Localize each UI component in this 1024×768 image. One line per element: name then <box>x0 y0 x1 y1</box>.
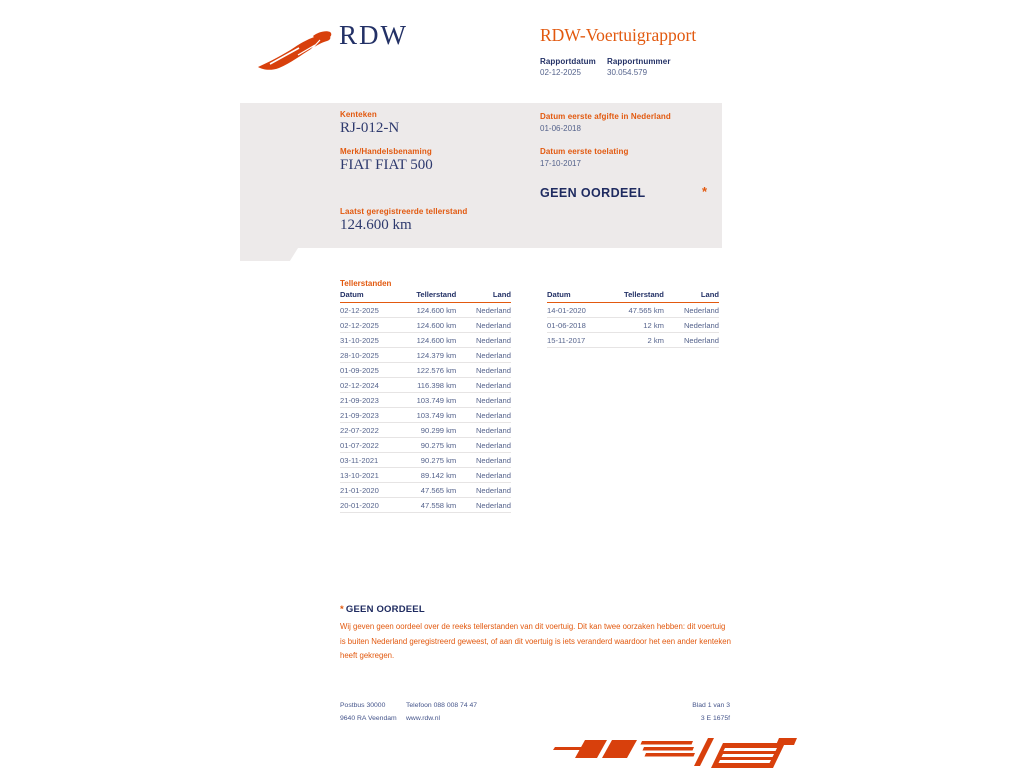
oordeel-asterisk: * <box>702 184 708 199</box>
cell-datum: 14-01-2020 <box>547 303 616 318</box>
cell-datum: 28-10-2025 <box>340 348 408 363</box>
report-date-label: Rapportdatum <box>540 57 596 66</box>
cell-datum: 20-01-2020 <box>340 498 408 513</box>
report-number-value: 30.054.579 <box>607 68 648 77</box>
cell-datum: 01-07-2022 <box>340 438 408 453</box>
footnote-paragraph: Wij geven geen oordeel over de reeks tellerstanden van dit voertuig. Dit kan twee oorzaken hebben: dit voertuig is buiten Nederland geregistreerd geweest, of aan dit voertuig is iets veranderd waardoor het een ander kenteken heeft gekregen. <box>340 622 731 661</box>
cell-tellerstand: 103.749 km <box>408 393 456 408</box>
cell-tellerstand: 47.565 km <box>616 303 664 318</box>
cell-land: Nederland <box>456 498 511 513</box>
footer-website: www.rdw.nl <box>406 715 440 722</box>
cell-land: Nederland <box>664 333 719 348</box>
eerste-afgifte-label: Datum eerste afgifte in Nederland <box>540 112 671 121</box>
cell-tellerstand: 116.398 km <box>408 378 456 393</box>
table-row <box>340 378 511 393</box>
document-title: RDW-Voertuigrapport <box>540 25 697 45</box>
kenteken-value: RJ-012-N <box>340 120 400 136</box>
table-row <box>340 348 511 363</box>
cell-land: Nederland <box>456 483 511 498</box>
footnote-title <box>340 604 425 615</box>
cell-datum: 15-11-2017 <box>547 333 616 348</box>
table-row <box>340 453 511 468</box>
cell-land: Nederland <box>456 438 511 453</box>
report-number-label: Rapportnummer <box>607 57 671 66</box>
table-row <box>340 408 511 423</box>
table-row <box>340 468 511 483</box>
cell-tellerstand: 90.275 km <box>408 453 456 468</box>
cell-tellerstand: 124.600 km <box>408 318 456 333</box>
tellerstanden-table-left <box>340 290 511 513</box>
merk-label: Merk/Handelsbenaming <box>340 147 432 156</box>
report-date-value: 02-12-2025 <box>540 68 581 77</box>
cell-land: Nederland <box>456 303 511 318</box>
cell-tellerstand: 124.379 km <box>408 348 456 363</box>
eerste-afgifte-value: 01-06-2018 <box>540 124 581 133</box>
cell-land: Nederland <box>664 303 719 318</box>
cell-datum: 22-07-2022 <box>340 423 408 438</box>
cell-land: Nederland <box>456 318 511 333</box>
table-row <box>340 303 511 318</box>
table-row <box>340 438 511 453</box>
column-header-datum: Datum <box>340 290 408 303</box>
rdw-logo-text: RDW <box>339 20 408 50</box>
cell-tellerstand: 47.565 km <box>408 483 456 498</box>
cell-datum: 21-09-2023 <box>340 393 408 408</box>
vehicle-summary-card <box>240 103 722 248</box>
table-row <box>340 333 511 348</box>
footer-address <box>340 699 397 725</box>
cell-land: Nederland <box>456 423 511 438</box>
cell-tellerstand: 47.558 km <box>408 498 456 513</box>
cell-land: Nederland <box>456 348 511 363</box>
column-header-datum: Datum <box>547 290 616 303</box>
tellerstanden-table-right <box>547 290 719 348</box>
cell-datum: 21-09-2023 <box>340 408 408 423</box>
column-header-land: Land <box>456 290 511 303</box>
column-header-land: Land <box>664 290 719 303</box>
footer-city: 9640 RA Veendam <box>340 715 397 722</box>
footer-page-indicator: Blad 1 van 3 <box>692 702 730 709</box>
footer-page-info <box>692 699 730 725</box>
cell-tellerstand: 103.749 km <box>408 408 456 423</box>
cell-tellerstand: 90.275 km <box>408 438 456 453</box>
tellerstanden-section-label: Tellerstanden <box>340 279 392 288</box>
cell-datum: 31-10-2025 <box>340 333 408 348</box>
footnote-asterisk: * <box>340 604 344 615</box>
cell-land: Nederland <box>456 468 511 483</box>
column-header-tellerstand: Tellerstand <box>408 290 456 303</box>
cell-land: Nederland <box>456 453 511 468</box>
cell-datum: 21-01-2020 <box>340 483 408 498</box>
cell-tellerstand: 124.600 km <box>408 333 456 348</box>
cell-datum: 01-09-2025 <box>340 363 408 378</box>
table-header-row <box>340 290 511 303</box>
table-row <box>547 333 719 348</box>
table-row <box>340 483 511 498</box>
eerste-toelating-value: 17-10-2017 <box>540 159 581 168</box>
cell-datum: 03-11-2021 <box>340 453 408 468</box>
cell-land: Nederland <box>456 378 511 393</box>
oordeel-status: GEEN OORDEEL <box>540 186 646 200</box>
footer-form-code: 3 E 1675f <box>700 715 730 722</box>
cell-tellerstand: 2 km <box>616 333 664 348</box>
cell-datum: 02-12-2025 <box>340 318 408 333</box>
cell-tellerstand: 124.600 km <box>408 303 456 318</box>
table-row <box>547 318 719 333</box>
table-row <box>340 318 511 333</box>
footer-phone: Telefoon 088 008 74 47 <box>406 702 478 709</box>
table-row <box>340 393 511 408</box>
cell-tellerstand: 12 km <box>616 318 664 333</box>
laatste-tellerstand-label: Laatst geregistreerde tellerstand <box>340 207 468 216</box>
vehicle-summary-card-tab <box>240 248 298 261</box>
cell-datum: 02-12-2024 <box>340 378 408 393</box>
kenteken-label: Kenteken <box>340 110 377 119</box>
laatste-tellerstand-value: 124.600 km <box>340 217 412 233</box>
cell-land: Nederland <box>456 408 511 423</box>
cell-datum: 13-10-2021 <box>340 468 408 483</box>
rdw-wing-logo-icon <box>257 27 333 75</box>
merk-value: FIAT FIAT 500 <box>340 157 433 173</box>
table-row <box>340 498 511 513</box>
column-header-tellerstand: Tellerstand <box>616 290 664 303</box>
cell-land: Nederland <box>456 393 511 408</box>
table-row <box>547 303 719 318</box>
cell-land: Nederland <box>456 363 511 378</box>
table-row <box>340 363 511 378</box>
cell-datum: 01-06-2018 <box>547 318 616 333</box>
cell-tellerstand: 89.142 km <box>408 468 456 483</box>
cell-tellerstand: 122.576 km <box>408 363 456 378</box>
rdw-stripes-decoration <box>545 738 797 768</box>
cell-land: Nederland <box>456 333 511 348</box>
cell-tellerstand: 90.299 km <box>408 423 456 438</box>
footer-postbus: Postbus 30000 <box>340 702 386 709</box>
cell-land: Nederland <box>664 318 719 333</box>
cell-datum: 02-12-2025 <box>340 303 408 318</box>
footnote-title-text: GEEN OORDEEL <box>345 604 425 615</box>
table-row <box>340 423 511 438</box>
table-header-row <box>547 290 719 303</box>
footer-contact <box>406 699 477 725</box>
eerste-toelating-label: Datum eerste toelating <box>540 147 629 156</box>
